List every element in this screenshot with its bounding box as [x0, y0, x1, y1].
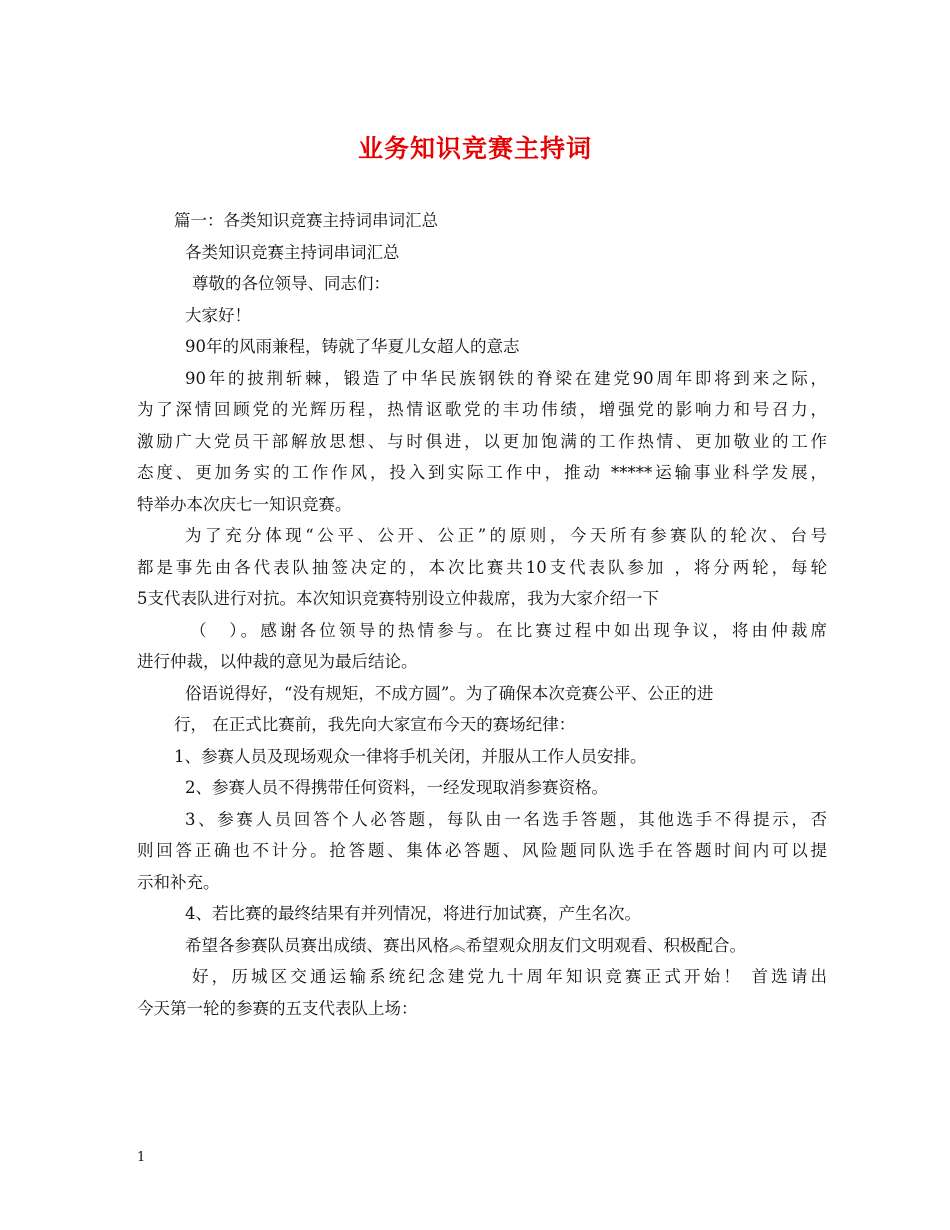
- body-line: 俗语说得好，“没有规矩，不成方圆”。为了确保本次竞赛公平、公正的进: [185, 683, 714, 703]
- body-line: 则回答正确也不计分。抢答题、集体必答题、风险题同队选手在答题时间内可以提: [137, 841, 827, 860]
- body-line: （ ）。感谢各位领导的热情参与。在比赛过程中如出现争议，将由仲裁席: [190, 620, 827, 640]
- body-line: 5支代表队进行对抗。本次知识竞赛特别设立仲裁席，我为大家介绍一下: [137, 589, 659, 608]
- body-line: 1、参赛人员及现场观众一律将手机关闭，并服从工作人员安排。: [174, 746, 647, 766]
- body-line: 各类知识竞赛主持词串词汇总: [185, 242, 400, 262]
- body-line: 好，历城区交通运输系统纪念建党九十周年知识竞赛正式开始！ 首选请出: [192, 967, 827, 986]
- body-line: 2、参赛人员不得携带任何资料，一经发现取消参赛资格。: [185, 778, 608, 797]
- body-line: 都是事先由各代表队抽签决定的，本次比赛共10支代表队参加 ，将分两轮，每轮: [137, 557, 827, 577]
- page-number: 1: [137, 1150, 146, 1165]
- body-line: 为了深情回顾党的光辉历程，热情讴歌党的丰功伟绩，增强党的影响力和号召力，: [137, 400, 827, 419]
- document-title: 业务知识竞赛主持词: [357, 134, 592, 163]
- body-line: 行， 在正式比赛前，我先向大家宣布今天的赛场纪律：: [174, 715, 576, 734]
- body-line: 今天第一轮的参赛的五支代表队上场：: [137, 998, 418, 1018]
- body-line: 篇一：各类知识竞赛主持词串词汇总: [174, 211, 438, 230]
- body-line: 90年的风雨兼程，铸就了华夏儿女超人的意志: [185, 337, 520, 356]
- body-line: 3、参赛人员回答个人必答题，每队由一名选手答题，其他选手不得提示，否: [185, 809, 827, 829]
- body-line: 为了充分体现“公平、公开、公正”的原则，今天所有参赛队的轮次、台号: [185, 526, 827, 545]
- body-line: 态度、更加务实的工作作风，投入到实际工作中，推动 *****运输事业科学发展，: [137, 463, 827, 482]
- body-line: 90年的披荆斩棘，锻造了中华民族钢铁的脊梁在建党90周年即将到来之际，: [185, 368, 827, 388]
- body-line: 示和补充。: [137, 872, 220, 892]
- body-line: 特举办本次庆七一知识竞赛。: [137, 494, 352, 514]
- body-line: 4、若比赛的最终结果有并列情况，将进行加试赛，产生名次。: [185, 904, 641, 923]
- body-line: 大家好！: [185, 305, 251, 325]
- body-line: 进行仲裁，以仲裁的意见为最后结论。: [137, 652, 418, 671]
- body-line: 希望各参赛队员赛出成绩、赛出风格︽希望观众朋友们文明观看、积极配合。: [185, 935, 746, 955]
- body-line: 尊敬的各位领导、同志们：: [192, 274, 390, 293]
- body-line: 激励广大党员干部解放思想、与时俱进，以更加饱满的工作热情、更加敬业的工作: [137, 431, 827, 451]
- document-body: [137, 205, 827, 1024]
